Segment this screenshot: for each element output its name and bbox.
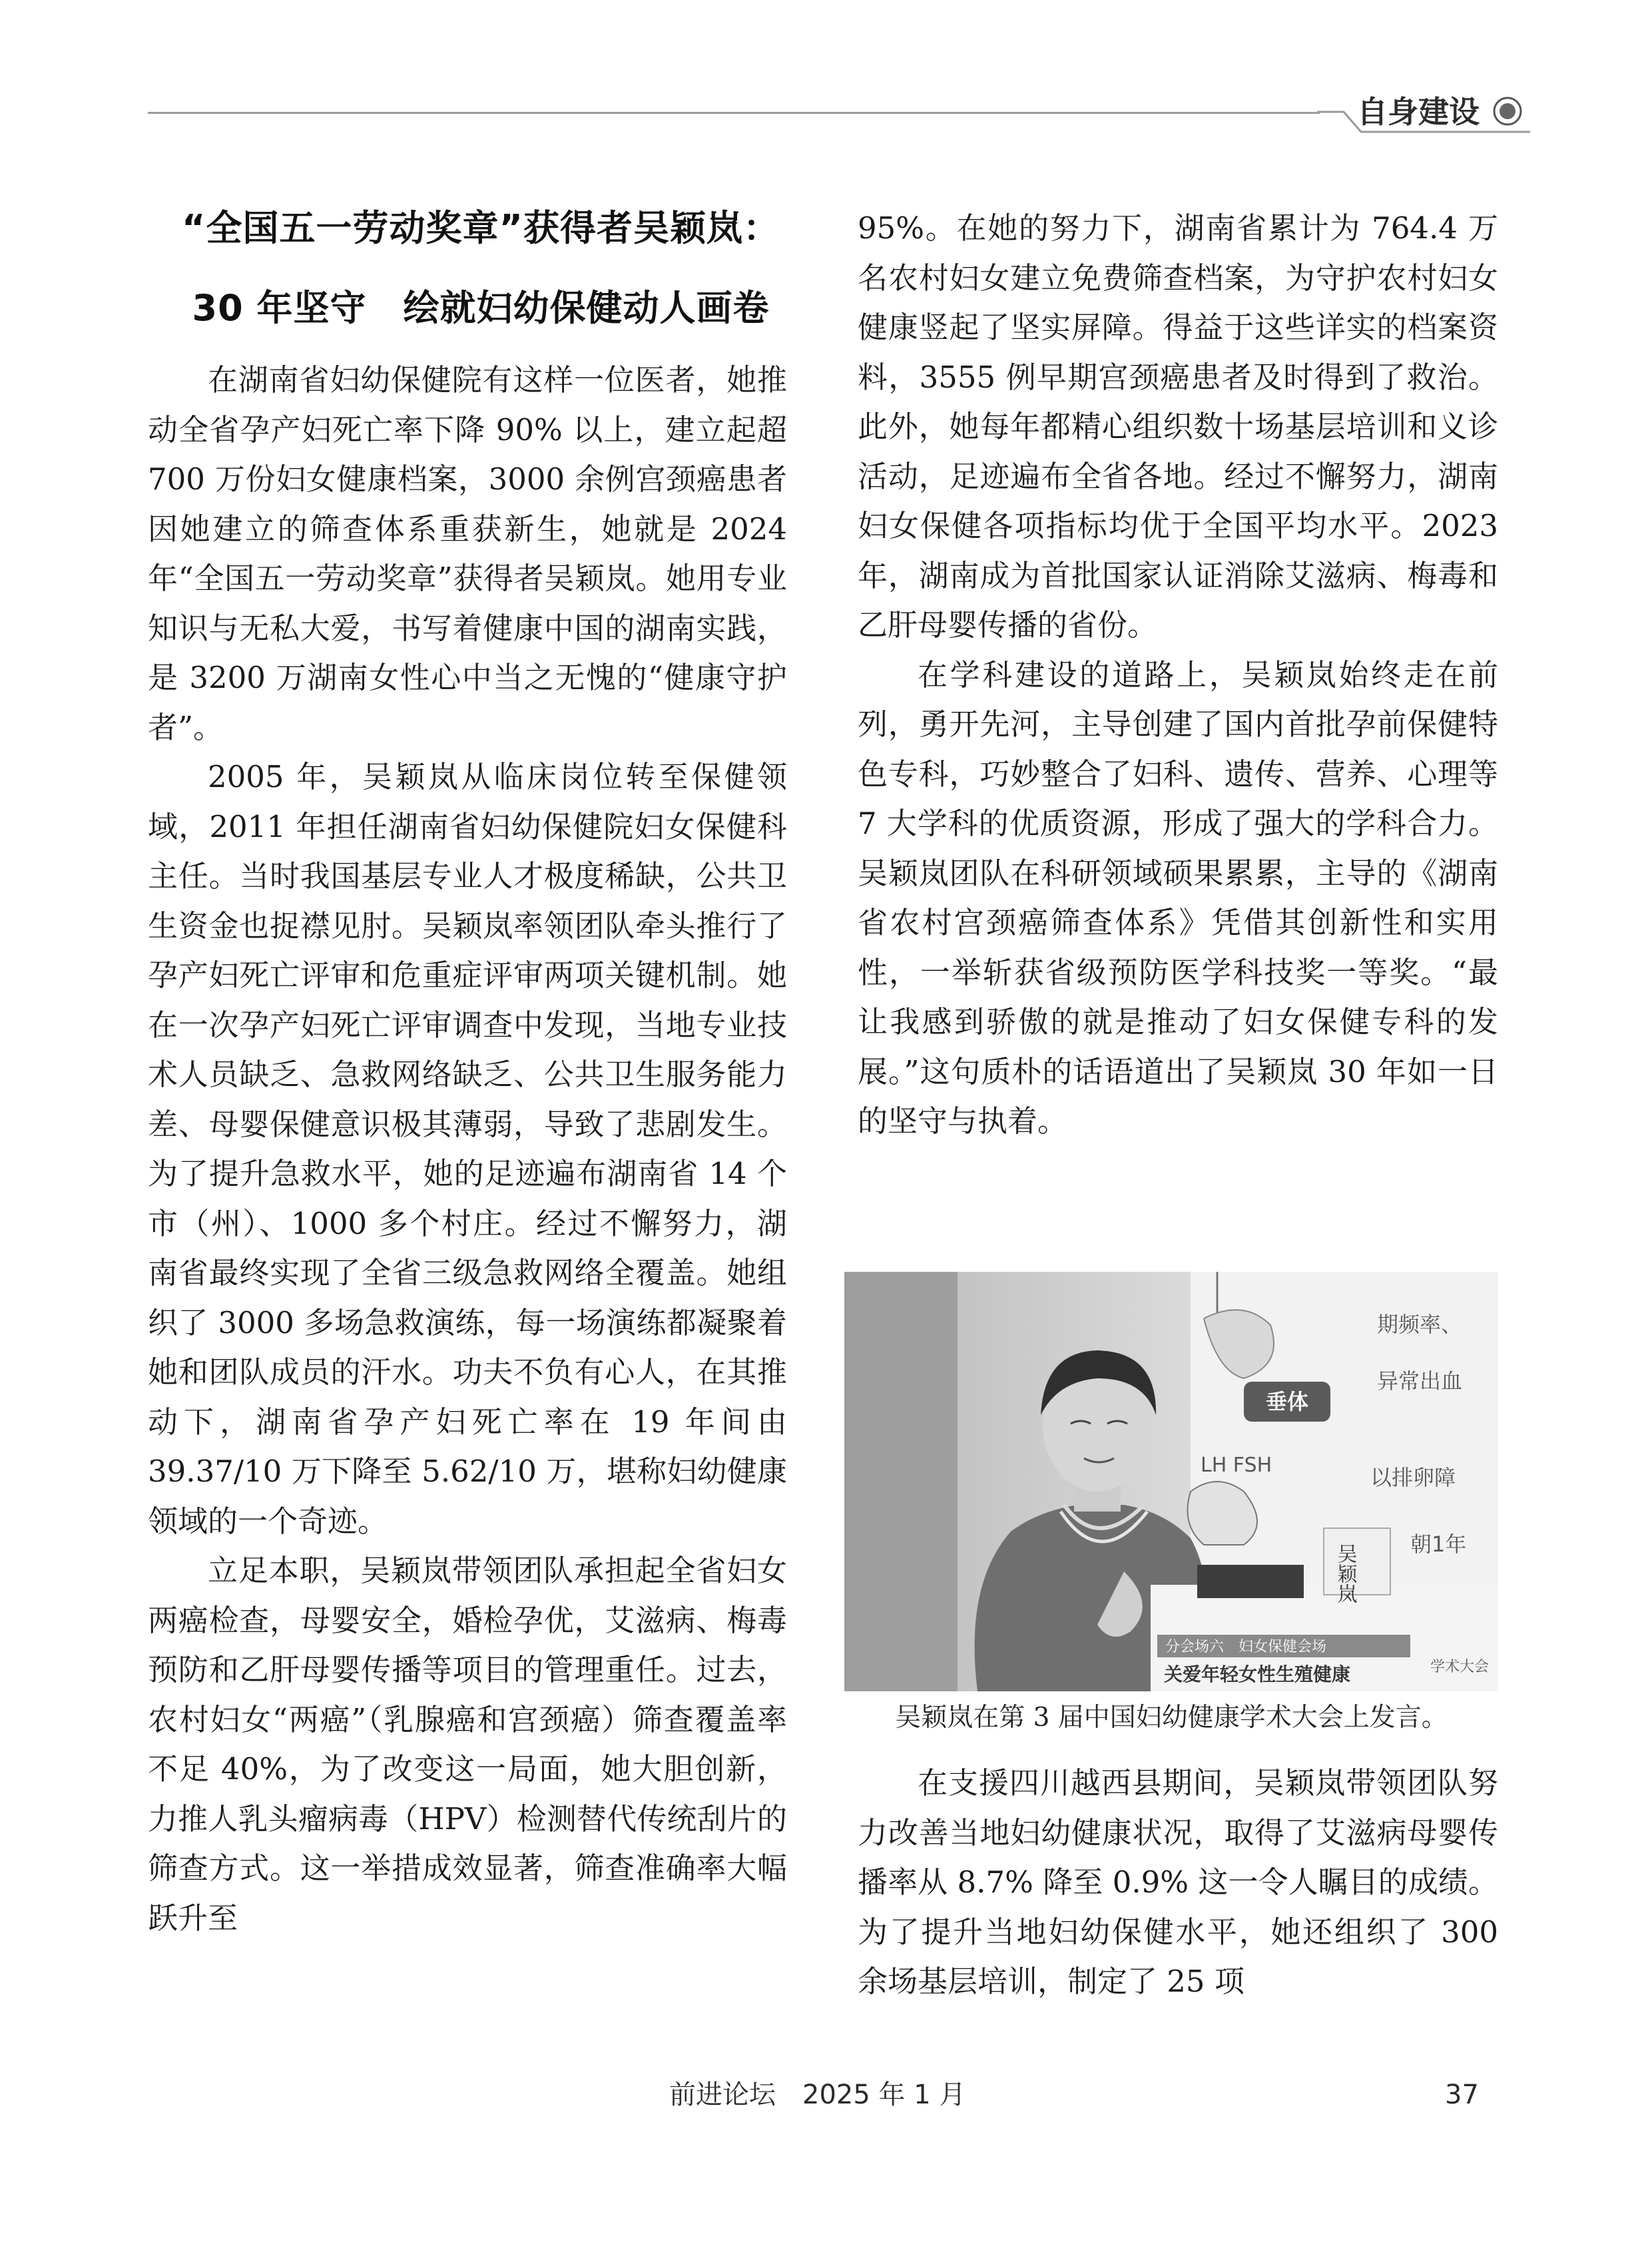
photo-illustration	[844, 1272, 1498, 1691]
slide-text-lh-fsh: LH FSH	[1201, 1454, 1272, 1477]
right-column-bottom	[858, 1759, 1498, 2007]
speaker-photo	[844, 1272, 1498, 1691]
paragraph-continued: 95%。在她的努力下，湖南省累计为 764.4 万名农村妇女建立免费筛查档案，为守护农村妇女健康竖起了坚实屏障。得益于这些详实的档案资料，3555 例早期宫颈癌患者及时得到了救治。此外，她每年都精心组织数十场基层培训和义诊活动，足迹遍布全省各地。经过不懈努力，湖南妇女保健各项指标均优于全国平均水平。2023 年，湖南成为首批国家认证消除艾滋病、梅毒和乙肝母婴传播的省份。	[858, 210, 1498, 643]
nameplate-text: 吴颖岚	[1333, 1543, 1357, 1603]
header-rule	[148, 112, 1320, 114]
slide-text-one-year: 朝1年	[1410, 1532, 1467, 1557]
article-title-line-2: 30 年坚守 绘就妇幼保健动人画卷	[192, 287, 770, 329]
section-label: 自身建设	[1357, 94, 1480, 130]
right-column-top	[858, 204, 1498, 1147]
banner-session: 分会场六 妇女保健会场	[1165, 1639, 1327, 1655]
paragraph: 在支援四川越西县期间，吴颖岚带领团队努力改善当地妇幼健康状况，取得了艾滋病母婴传播率从 8.7% 降至 0.9% 这一令人瞩目的成绩。为了提升当地妇幼保健水平，她还组织了 300 余场基层培训，制定了 25 项	[858, 1765, 1498, 1999]
slide-text-frequency: 期频率、	[1377, 1312, 1463, 1337]
paragraph: 在学科建设的道路上，吴颖岚始终走在前列，勇开先河，主导创建了国内首批孕前保健特色专科，巧妙整合了妇科、遗传、营养、心理等 7 大学科的优质资源，形成了强大的学科合力。吴颖岚团队在科研领域硕果累累，主导的《湖南省农村宫颈癌筛查体系》凭借其创新性和实用性，一举斩获省级预防医学科技奖一等奖。“最让我感到骄傲的就是推动了妇女保健专科的发展。”这句质朴的话语道出了吴颖岚 30 年如一日的坚守与执着。	[858, 657, 1498, 1139]
slide-text-bleeding: 异常出血	[1377, 1368, 1463, 1394]
footer-issue-date: 2025 年 1 月	[802, 2080, 966, 2110]
slide-text-pituitary: 垂体	[1265, 1389, 1309, 1414]
slide-text-ovulation: 以排卵障	[1370, 1465, 1456, 1490]
footer-journal-name: 前进论坛	[669, 2080, 776, 2110]
paragraph: 在湖南省妇幼保健院有这样一位医者，她推动全省孕产妇死亡率下降 90% 以上，建立起超 700 万份妇女健康档案，3000 余例宫颈癌患者因她建立的筛查体系重获新生，她就是 2024 年“全国五一劳动奖章”获得者吴颖岚。她用专业知识与无私大爱，书写着健康中国的湖南实践，是 3200 万湖南女性心中当之无愧的“健康守护者”。	[148, 362, 787, 745]
target-icon	[1492, 95, 1523, 127]
left-column	[148, 356, 787, 1943]
paragraph: 2005 年，吴颖岚从临床岗位转至保健领域，2011 年担任湖南省妇幼保健院妇女保健科主任。当时我国基层专业人才极度稀缺，公共卫生资金也捉襟见肘。吴颖岚率领团队牵头推行了孕产妇死亡评审和危重症评审两项关键机制。她在一次孕产妇死亡评审调查中发现，当地专业技术人员缺乏、急救网络缺乏、公共卫生服务能力差、母婴保健意识极其薄弱，导致了悲剧发生。为了提升急救水平，她的足迹遍布湖南省 14 个市（州）、1000 多个村庄。经过不懈努力，湖南省最终实现了全省三级急救网络全覆盖。她组织了 3000 多场急救演练，每一场演练都凝聚着她和团队成员的汗水。功夫不负有心人，在其推动下，湖南省孕产妇死亡率在 19 年间由 39.37/10 万下降至 5.62/10 万，堪称妇幼健康领域的一个奇迹。	[148, 759, 787, 1539]
article-title-line-1: “全国五一劳动奖章”获得者吴颖岚：	[182, 207, 780, 249]
photo-caption: 吴颖岚在第 3 届中国妇幼健康学术大会上发言。	[895, 1703, 1448, 1733]
page-number: 37	[1445, 2080, 1479, 2110]
banner-theme: 关爱年轻女性生殖健康	[1164, 1663, 1351, 1685]
paragraph: 立足本职，吴颖岚带领团队承担起全省妇女两癌检查，母婴安全，婚检孕优，艾滋病、梅毒预防和乙肝母婴传播等项目的管理重任。过去，农村妇女“两癌”（乳腺癌和宫颈癌）筛查覆盖率不足 40%，为了改变这一局面，她大胆创新，力推人乳头瘤病毒（HPV）检测替代传统刮片的筛查方式。这一举措成效显著，筛查准确率大幅跃升至	[148, 1553, 787, 1936]
banner-conference: 学术大会	[1430, 1659, 1490, 1675]
